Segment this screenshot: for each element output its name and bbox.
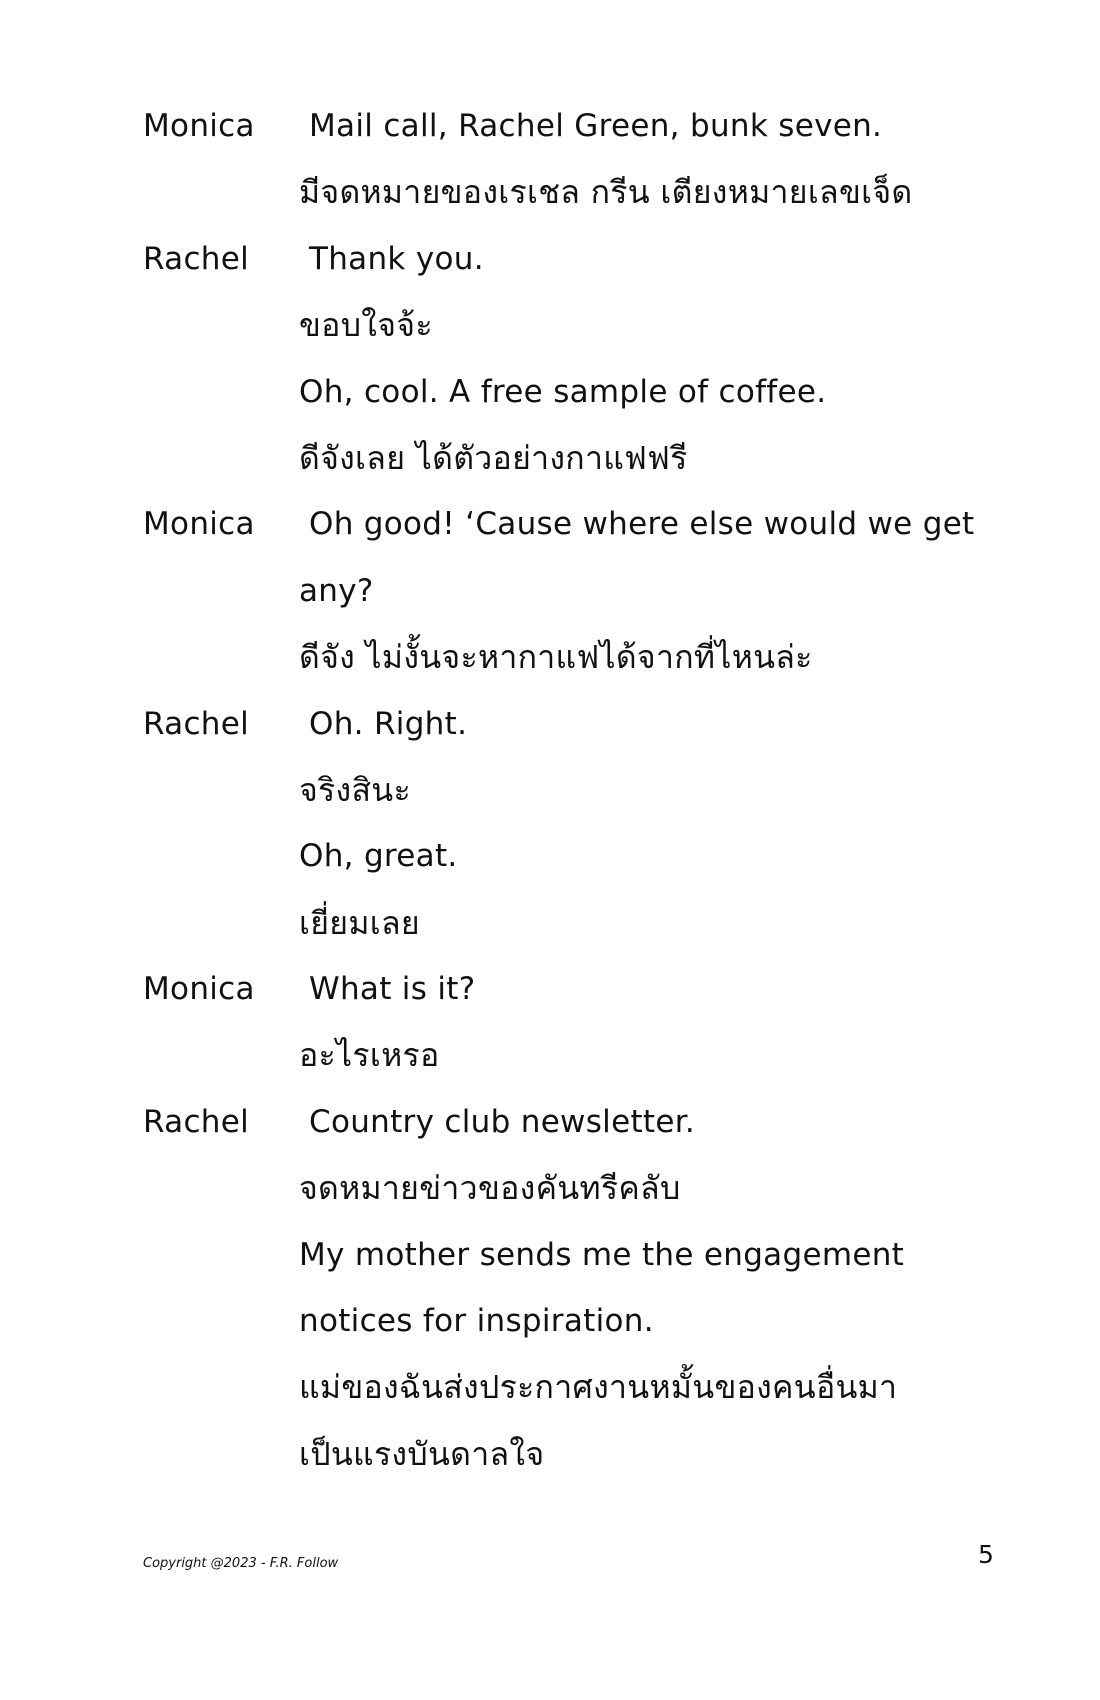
speaker-name: Monica (143, 108, 255, 144)
dialogue-text: Oh good! ‘Cause where else would we get (309, 506, 975, 543)
dialogue-line (0, 159, 1100, 225)
dialogue-line (0, 1288, 1100, 1354)
dialogue-translation: แม่ของฉันส่งประกาศงานหมั้นของคนอื่นมา (299, 1368, 898, 1407)
dialogue-line (0, 292, 1100, 358)
dialogue-line (0, 1089, 1100, 1155)
dialogue-translation: จดหมายข่าวของคันทรีคลับ (299, 1169, 681, 1208)
dialogue-text: any? (299, 572, 374, 609)
dialogue-translation: ดีจัง ไม่งั้นจะหากาแฟได้จากที่ไหนล่ะ (299, 638, 813, 677)
dialogue-line (0, 1222, 1100, 1288)
dialogue-line (0, 1421, 1100, 1487)
dialogue-text: Oh. Right. (309, 705, 468, 742)
dialogue-line (0, 890, 1100, 956)
speaker-name: Rachel (143, 240, 250, 277)
dialogue-text: Thank you. (309, 240, 484, 277)
dialogue-line (0, 1155, 1100, 1221)
dialogue-line (0, 93, 1100, 159)
dialogue-text: Country club newsletter. (309, 1103, 696, 1140)
dialogue-script (0, 93, 1100, 1487)
dialogue-line (0, 226, 1100, 292)
dialogue-text: My mother sends me the engagement (299, 1236, 905, 1273)
dialogue-line (0, 691, 1100, 757)
dialogue-text: notices for inspiration. (299, 1303, 654, 1340)
dialogue-text: Mail call, Rachel Green, bunk seven. (309, 108, 883, 144)
speaker-name: Rachel (143, 1103, 250, 1140)
dialogue-translation: มีจดหมายของเรเชล กรีน เตียงหมายเลขเจ็ด (299, 173, 913, 212)
dialogue-translation: ดีจังเลย ได้ตัวอย่างกาแฟฟรี (299, 438, 688, 477)
page-number: 5 (978, 1540, 994, 1569)
dialogue-line (0, 823, 1100, 889)
dialogue-line (0, 558, 1100, 624)
dialogue-line (0, 624, 1100, 690)
dialogue-line (0, 956, 1100, 1022)
dialogue-line (0, 491, 1100, 557)
dialogue-line (0, 1022, 1100, 1088)
dialogue-text: Oh, great. (299, 838, 458, 875)
dialogue-text: Oh, cool. A free sample of coffee. (299, 373, 827, 410)
dialogue-translation: ขอบใจจ้ะ (299, 306, 433, 345)
dialogue-line (0, 425, 1100, 491)
dialogue-translation: อะไรเหรอ (299, 1036, 440, 1075)
dialogue-line (0, 359, 1100, 425)
copyright-notice: Copyright @2023 - F.R. Follow (143, 1556, 339, 1571)
dialogue-translation: จริงสินะ (299, 770, 411, 809)
speaker-name: Monica (143, 506, 255, 543)
dialogue-text: What is it? (309, 971, 476, 1008)
dialogue-line (0, 757, 1100, 823)
dialogue-line (0, 1354, 1100, 1420)
dialogue-translation: เยี่ยมเลย (299, 903, 420, 942)
dialogue-translation: เป็นแรงบันดาลใจ (299, 1434, 545, 1473)
speaker-name: Monica (143, 971, 255, 1008)
speaker-name: Rachel (143, 705, 250, 742)
